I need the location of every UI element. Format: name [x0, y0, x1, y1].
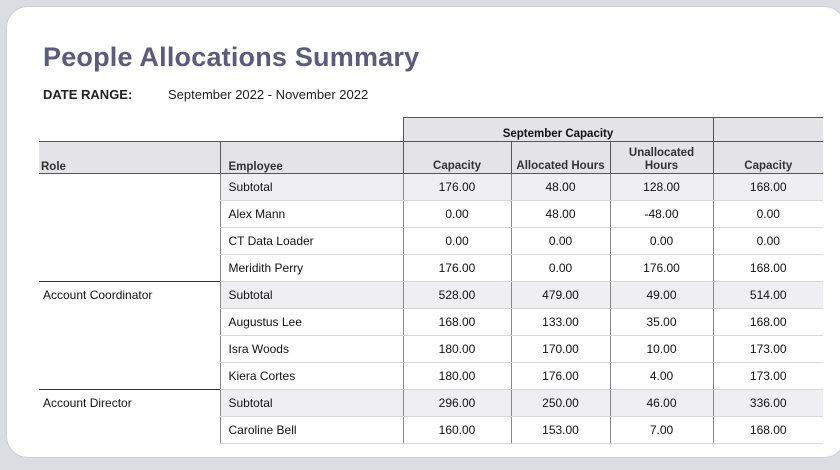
- capacity-next-cell: 173.00: [713, 363, 823, 390]
- allocated-cell: 48.00: [511, 174, 610, 201]
- role-cell: Account Coordinator: [39, 282, 220, 309]
- allocated-cell: 0.00: [511, 228, 610, 255]
- allocated-cell: 250.00: [511, 390, 610, 417]
- allocated-cell: 479.00: [511, 282, 610, 309]
- capacity-cell: 176.00: [403, 174, 511, 201]
- allocated-cell: 133.00: [511, 309, 610, 336]
- col-unallocated-line2: Hours: [644, 160, 679, 172]
- september-capacity-header: September Capacity: [403, 118, 713, 142]
- capacity-next-cell: 168.00: [713, 417, 823, 444]
- unallocated-cell: 7.00: [610, 417, 713, 444]
- capacity-next-cell: 173.00: [713, 336, 823, 363]
- capacity-next-cell: 514.00: [713, 282, 823, 309]
- table-row: [39, 309, 823, 336]
- group-header-row: [39, 118, 823, 142]
- employee-cell: Caroline Bell: [220, 417, 403, 444]
- capacity-cell: 180.00: [403, 336, 511, 363]
- allocated-cell: 153.00: [511, 417, 610, 444]
- unallocated-cell: 49.00: [610, 282, 713, 309]
- page-title: People Allocations Summary: [43, 42, 420, 72]
- col-capacity: Capacity: [403, 142, 511, 174]
- role-cell: [39, 417, 220, 444]
- employee-cell: Subtotal: [220, 390, 403, 417]
- column-header-row: [39, 142, 823, 174]
- allocated-cell: 170.00: [511, 336, 610, 363]
- next-month-group-header: [713, 118, 823, 142]
- capacity-next-cell: 0.00: [713, 228, 823, 255]
- col-allocated-hours: Allocated Hours: [511, 142, 610, 174]
- date-range-value: September 2022 - November 2022: [168, 87, 369, 102]
- capacity-cell: 168.00: [403, 309, 511, 336]
- table-row: [39, 228, 823, 255]
- capacity-cell: 180.00: [403, 363, 511, 390]
- employee-cell: CT Data Loader: [220, 228, 403, 255]
- employee-cell: Isra Woods: [220, 336, 403, 363]
- employee-cell: Augustus Lee: [220, 309, 403, 336]
- unallocated-cell: 128.00: [610, 174, 713, 201]
- role-cell: [39, 255, 220, 282]
- table-row: [39, 363, 823, 390]
- unallocated-cell: 35.00: [610, 309, 713, 336]
- unallocated-cell: 4.00: [610, 363, 713, 390]
- col-capacity-next: Capacity: [713, 142, 823, 174]
- allocated-cell: 176.00: [511, 363, 610, 390]
- allocations-table: [39, 117, 823, 444]
- capacity-cell: 296.00: [403, 390, 511, 417]
- unallocated-cell: 10.00: [610, 336, 713, 363]
- employee-cell: Subtotal: [220, 174, 403, 201]
- table-row: [39, 255, 823, 282]
- unallocated-cell: 46.00: [610, 390, 713, 417]
- capacity-cell: 528.00: [403, 282, 511, 309]
- role-cell: [39, 336, 220, 363]
- role-cell: [39, 363, 220, 390]
- capacity-next-cell: 168.00: [713, 255, 823, 282]
- employee-cell: Kiera Cortes: [220, 363, 403, 390]
- employee-cell: Subtotal: [220, 282, 403, 309]
- unallocated-cell: -48.00: [610, 201, 713, 228]
- capacity-cell: 176.00: [403, 255, 511, 282]
- capacity-cell: 0.00: [403, 201, 511, 228]
- role-cell: [39, 174, 220, 201]
- table-row: [39, 390, 823, 417]
- allocated-cell: 48.00: [511, 201, 610, 228]
- table-row: [39, 336, 823, 363]
- capacity-cell: 0.00: [403, 228, 511, 255]
- table-row: [39, 201, 823, 228]
- allocated-cell: 0.00: [511, 255, 610, 282]
- role-cell: [39, 309, 220, 336]
- capacity-next-cell: 0.00: [713, 201, 823, 228]
- col-unallocated-line1: Unallocated: [628, 147, 695, 159]
- role-cell: Account Director: [39, 390, 220, 417]
- col-unallocated-hours: [610, 142, 713, 174]
- employee-cell: Alex Mann: [220, 201, 403, 228]
- table-row: [39, 174, 823, 201]
- table-row: [39, 282, 823, 309]
- capacity-next-cell: 168.00: [713, 309, 823, 336]
- unallocated-cell: 0.00: [610, 228, 713, 255]
- col-role: Role: [39, 142, 220, 174]
- capacity-next-cell: 168.00: [713, 174, 823, 201]
- date-range-label: DATE RANGE:: [43, 87, 133, 102]
- col-employee: Employee: [220, 142, 403, 174]
- unallocated-cell: 176.00: [610, 255, 713, 282]
- capacity-next-cell: 336.00: [713, 390, 823, 417]
- role-cell: [39, 201, 220, 228]
- table-row: [39, 417, 823, 444]
- role-cell: [39, 228, 220, 255]
- capacity-cell: 160.00: [403, 417, 511, 444]
- employee-cell: Meridith Perry: [220, 255, 403, 282]
- report-card: [6, 6, 840, 458]
